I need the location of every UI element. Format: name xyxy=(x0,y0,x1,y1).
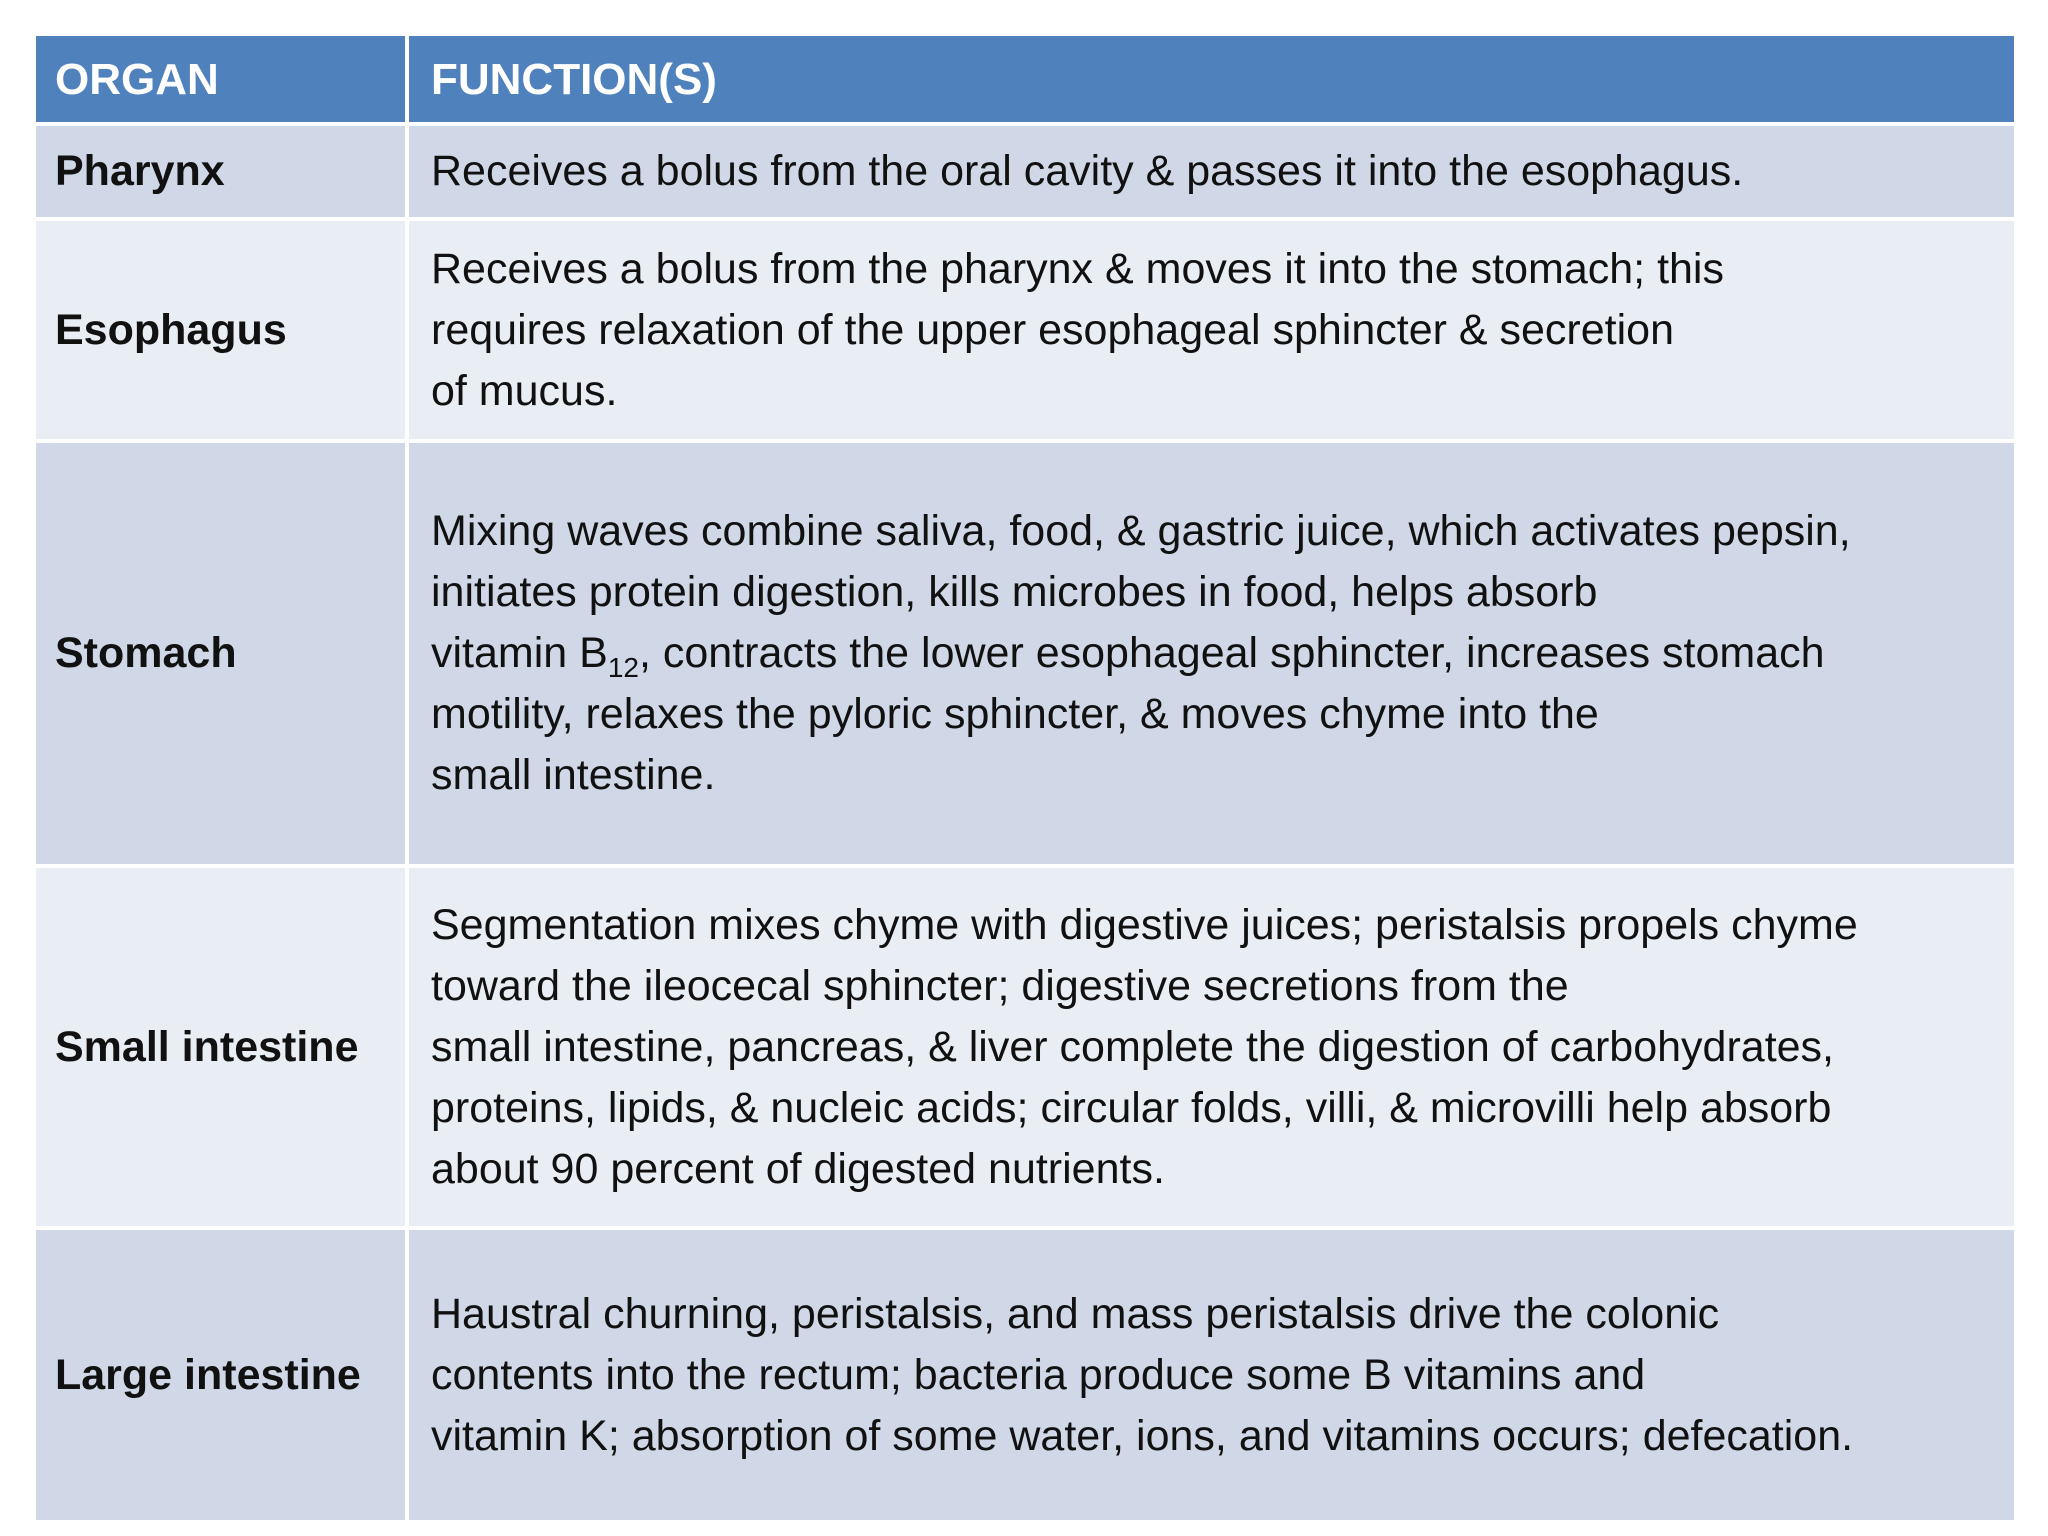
function-cell-pharynx xyxy=(409,126,2014,217)
function-cell-esophagus xyxy=(409,221,2014,439)
organ-cell-pharynx xyxy=(36,126,409,217)
organ-cell-small-intestine xyxy=(36,868,409,1226)
function-cell-large-intestine xyxy=(409,1230,2014,1520)
organ-label: Pharynx xyxy=(55,147,225,195)
function-cell-small-intestine xyxy=(409,868,2014,1226)
function-text: Segmentation mixes chyme with digestive juices; peristalsis propels chyme toward the ileocecal sphincter; digestive secretions from the small intestine, pancreas, & liver complete the digestion of carbohydrates, proteins, lipids, & nucleic acids; circular folds, villi, & microvilli help absorb about 90 percent of digested nutrients. xyxy=(431,900,1858,1193)
function-text-part-2: , contracts the lower esophageal sphincter, increases stomach motility, relaxes the pyloric sphincter, & moves chyme into the small intestine. xyxy=(431,629,1825,799)
function-subscript: 12 xyxy=(607,652,639,683)
organ-label: Stomach xyxy=(55,629,237,677)
header-functions xyxy=(409,36,2014,122)
organ-cell-stomach xyxy=(36,443,409,864)
function-text-part-1: Mixing waves combine saliva, food, & gastric juice, which activates pepsin, initiates protein digestion, kills microbes in food, helps absorb vitamin B xyxy=(431,507,1851,677)
organ-label: Esophagus xyxy=(55,305,287,354)
function-cell-stomach xyxy=(409,443,2014,864)
organ-label: Large intestine xyxy=(55,1350,361,1399)
header-functions-label: FUNCTION(S) xyxy=(431,54,717,104)
function-text: Haustral churning, peristalsis, and mass peristalsis drive the colonic contents into the rectum; bacteria produce some B vitamins and vitamin K; absorption of some water, ions, and vitamins occurs; defecation. xyxy=(431,1289,1854,1460)
header-organ xyxy=(36,36,409,122)
organ-cell-esophagus xyxy=(36,221,409,439)
organ-function-table xyxy=(36,36,2014,1520)
function-text xyxy=(431,501,1851,806)
header-organ-label: ORGAN xyxy=(55,54,219,104)
function-text: Receives a bolus from the pharynx & moves it into the stomach; this requires relaxation of the upper esophageal sphincter & secretion of mucus. xyxy=(431,244,1724,415)
organ-cell-large-intestine xyxy=(36,1230,409,1520)
organ-label: Small intestine xyxy=(55,1022,359,1071)
function-text: Receives a bolus from the oral cavity & passes it into the esophagus. xyxy=(431,147,1744,195)
